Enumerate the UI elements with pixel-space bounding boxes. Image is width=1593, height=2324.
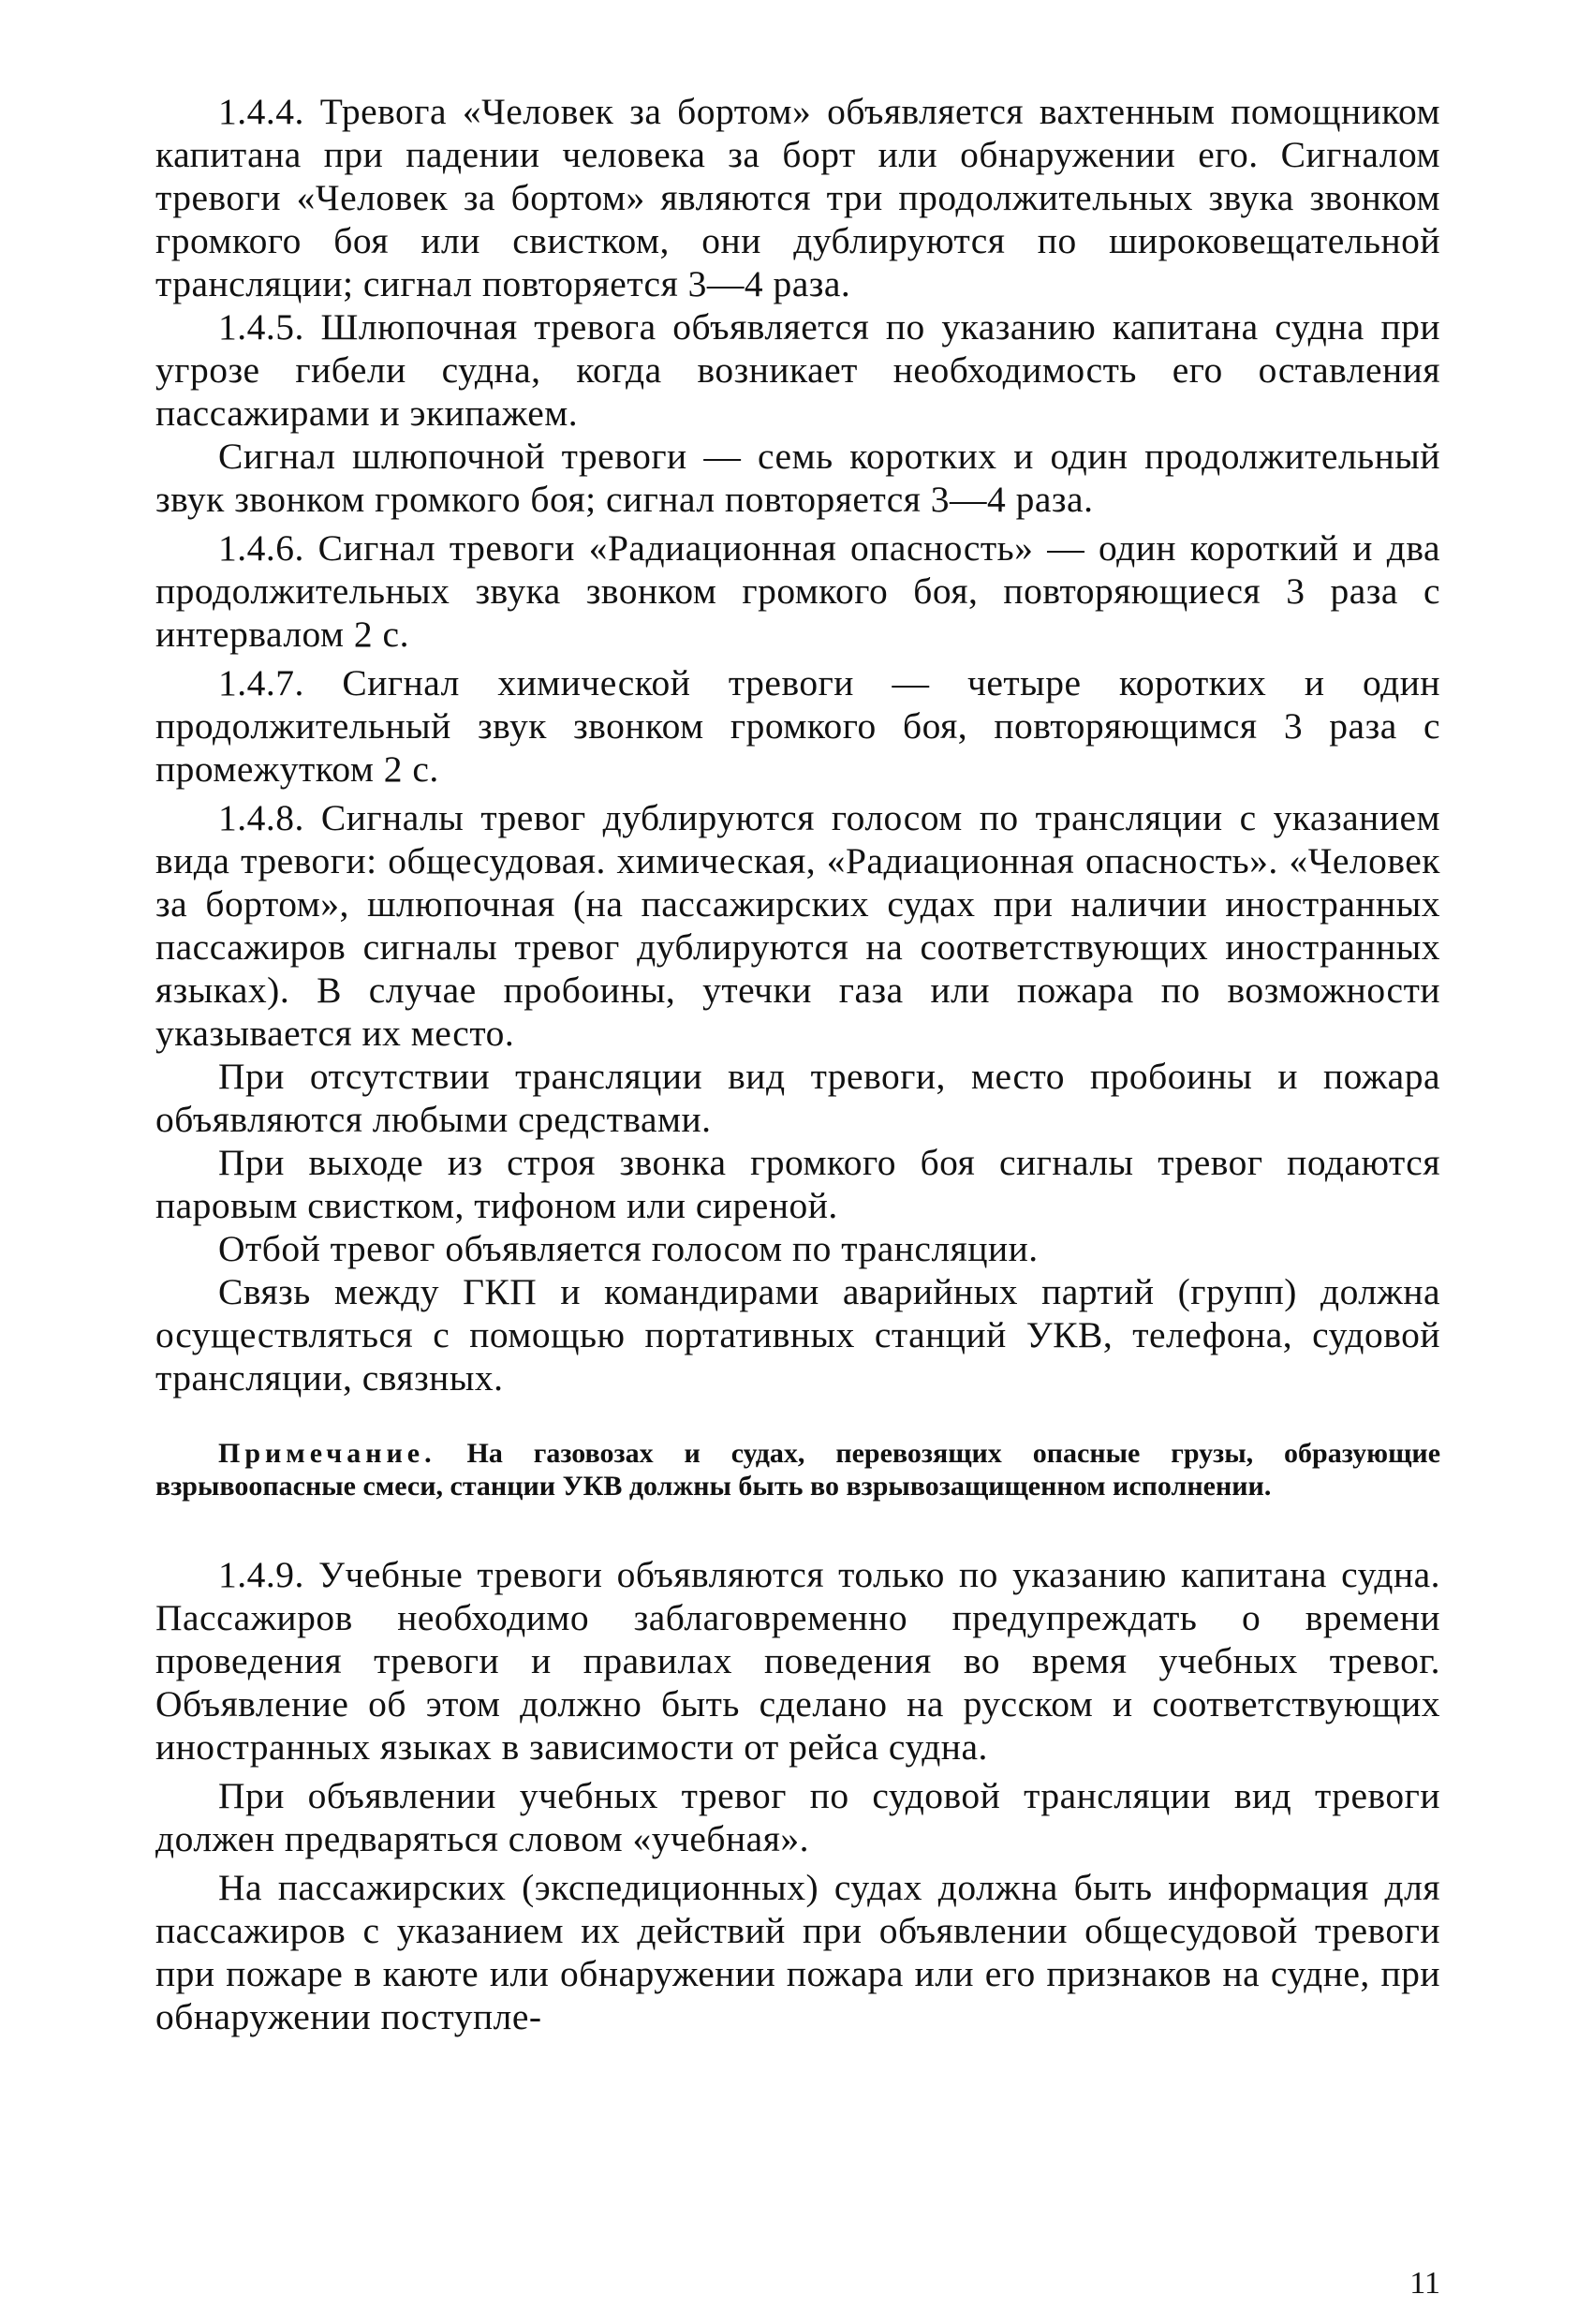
paragraph-1-4-4: 1.4.4. Тревога «Человек за бортом» объявляется вахтенным помощником капитана при падении человека за борт или обнаружении его. Сигналом тревоги «Человек за бортом» являются три продолжительных звука звонком громкого боя или свистком, они дублируются по широковещательной трансляции; сигнал повторяется 3—4 раза. bbox=[155, 91, 1440, 304]
paragraph-drill-announcement: При объявлении учебных тревог по судовой трансляции вид тревоги должен предваряться словом «учебная». bbox=[155, 1775, 1440, 1859]
page-body bbox=[155, 90, 1440, 2038]
paragraph-1-4-6: 1.4.6. Сигнал тревоги «Радиационная опасность» — один короткий и два продолжительных звука звонком громкого боя, повторяющиеся 3 раза с интервалом 2 с. bbox=[155, 527, 1440, 655]
paragraph-communication: Связь между ГКП и командирами аварийных партий (групп) должна осуществляться с помощью портативных станций УКВ, телефона, судовой трансляции, связных. bbox=[155, 1271, 1440, 1399]
page-number: 11 bbox=[1409, 2266, 1440, 2301]
paragraph-1-4-9: 1.4.9. Учебные тревоги объявляются только по указанию капитана судна. Пассажиров необходимо заблаговременно предупреждать о времени проведения тревоги и правилах поведения во время учебных тревог. Объявление об этом должно быть сделано на русском и соответствующих иностранных языках в зависимости от рейса судна. bbox=[155, 1554, 1440, 1768]
paragraph-bell-failure: При выходе из строя звонка громкого боя сигналы тревог подаются паровым свистком, тифоном или сиреной. bbox=[155, 1142, 1440, 1226]
paragraph-no-broadcast: При отсутствии трансляции вид тревоги, место пробоины и пожара объявляются любыми средствами. bbox=[155, 1056, 1440, 1140]
note-text: На газовозах и судах, перевозящих опасные грузы, образующие взрывоопасные смеси, станции УКВ должны быть во взрывозащищенном исполнении. bbox=[155, 1438, 1441, 1502]
note-block bbox=[155, 1437, 1440, 1502]
paragraph-1-4-7: 1.4.7. Сигнал химической тревоги — четыре коротких и один продолжительный звук звонком громкого боя, повторяющимся 3 раза с промежутком 2 с. bbox=[155, 662, 1440, 790]
note-label: Примечание. bbox=[218, 1438, 436, 1469]
paragraph-1-4-8: 1.4.8. Сигналы тревог дублируются голосом по трансляции с указанием вида тревоги: общесудовая. химическая, «Радиационная опасность». «Человек за бортом», шлюпочная (на пассажирских судах при наличии иностранных пассажиров сигналы тревог дублируются на соответствующих иностранных языках). В случае пробоины, утечки газа или пожара по возможности указывается их место. bbox=[155, 797, 1440, 1054]
paragraph-all-clear: Отбой тревог объявляется голосом по трансляции. bbox=[218, 1228, 1039, 1269]
paragraph-lifeboat-signal: Сигнал шлюпочной тревоги — семь коротких и один продолжительный звук звонком громкого боя; сигнал повторяется 3—4 раза. bbox=[155, 436, 1440, 520]
paragraph-passenger-info: На пассажирских (экспедиционных) судах должна быть информация для пассажиров с указанием их действий при объявлении общесудовой тревоги при пожаре в каюте или обнаружении пожара или его признаков на судне, при обнаружении поступле- bbox=[155, 1867, 1440, 2037]
paragraph-1-4-5: 1.4.5. Шлюпочная тревога объявляется по указанию капитана судна при угрозе гибели судна, когда возникает необходимость его оставления пассажирами и экипажем. bbox=[155, 306, 1440, 434]
